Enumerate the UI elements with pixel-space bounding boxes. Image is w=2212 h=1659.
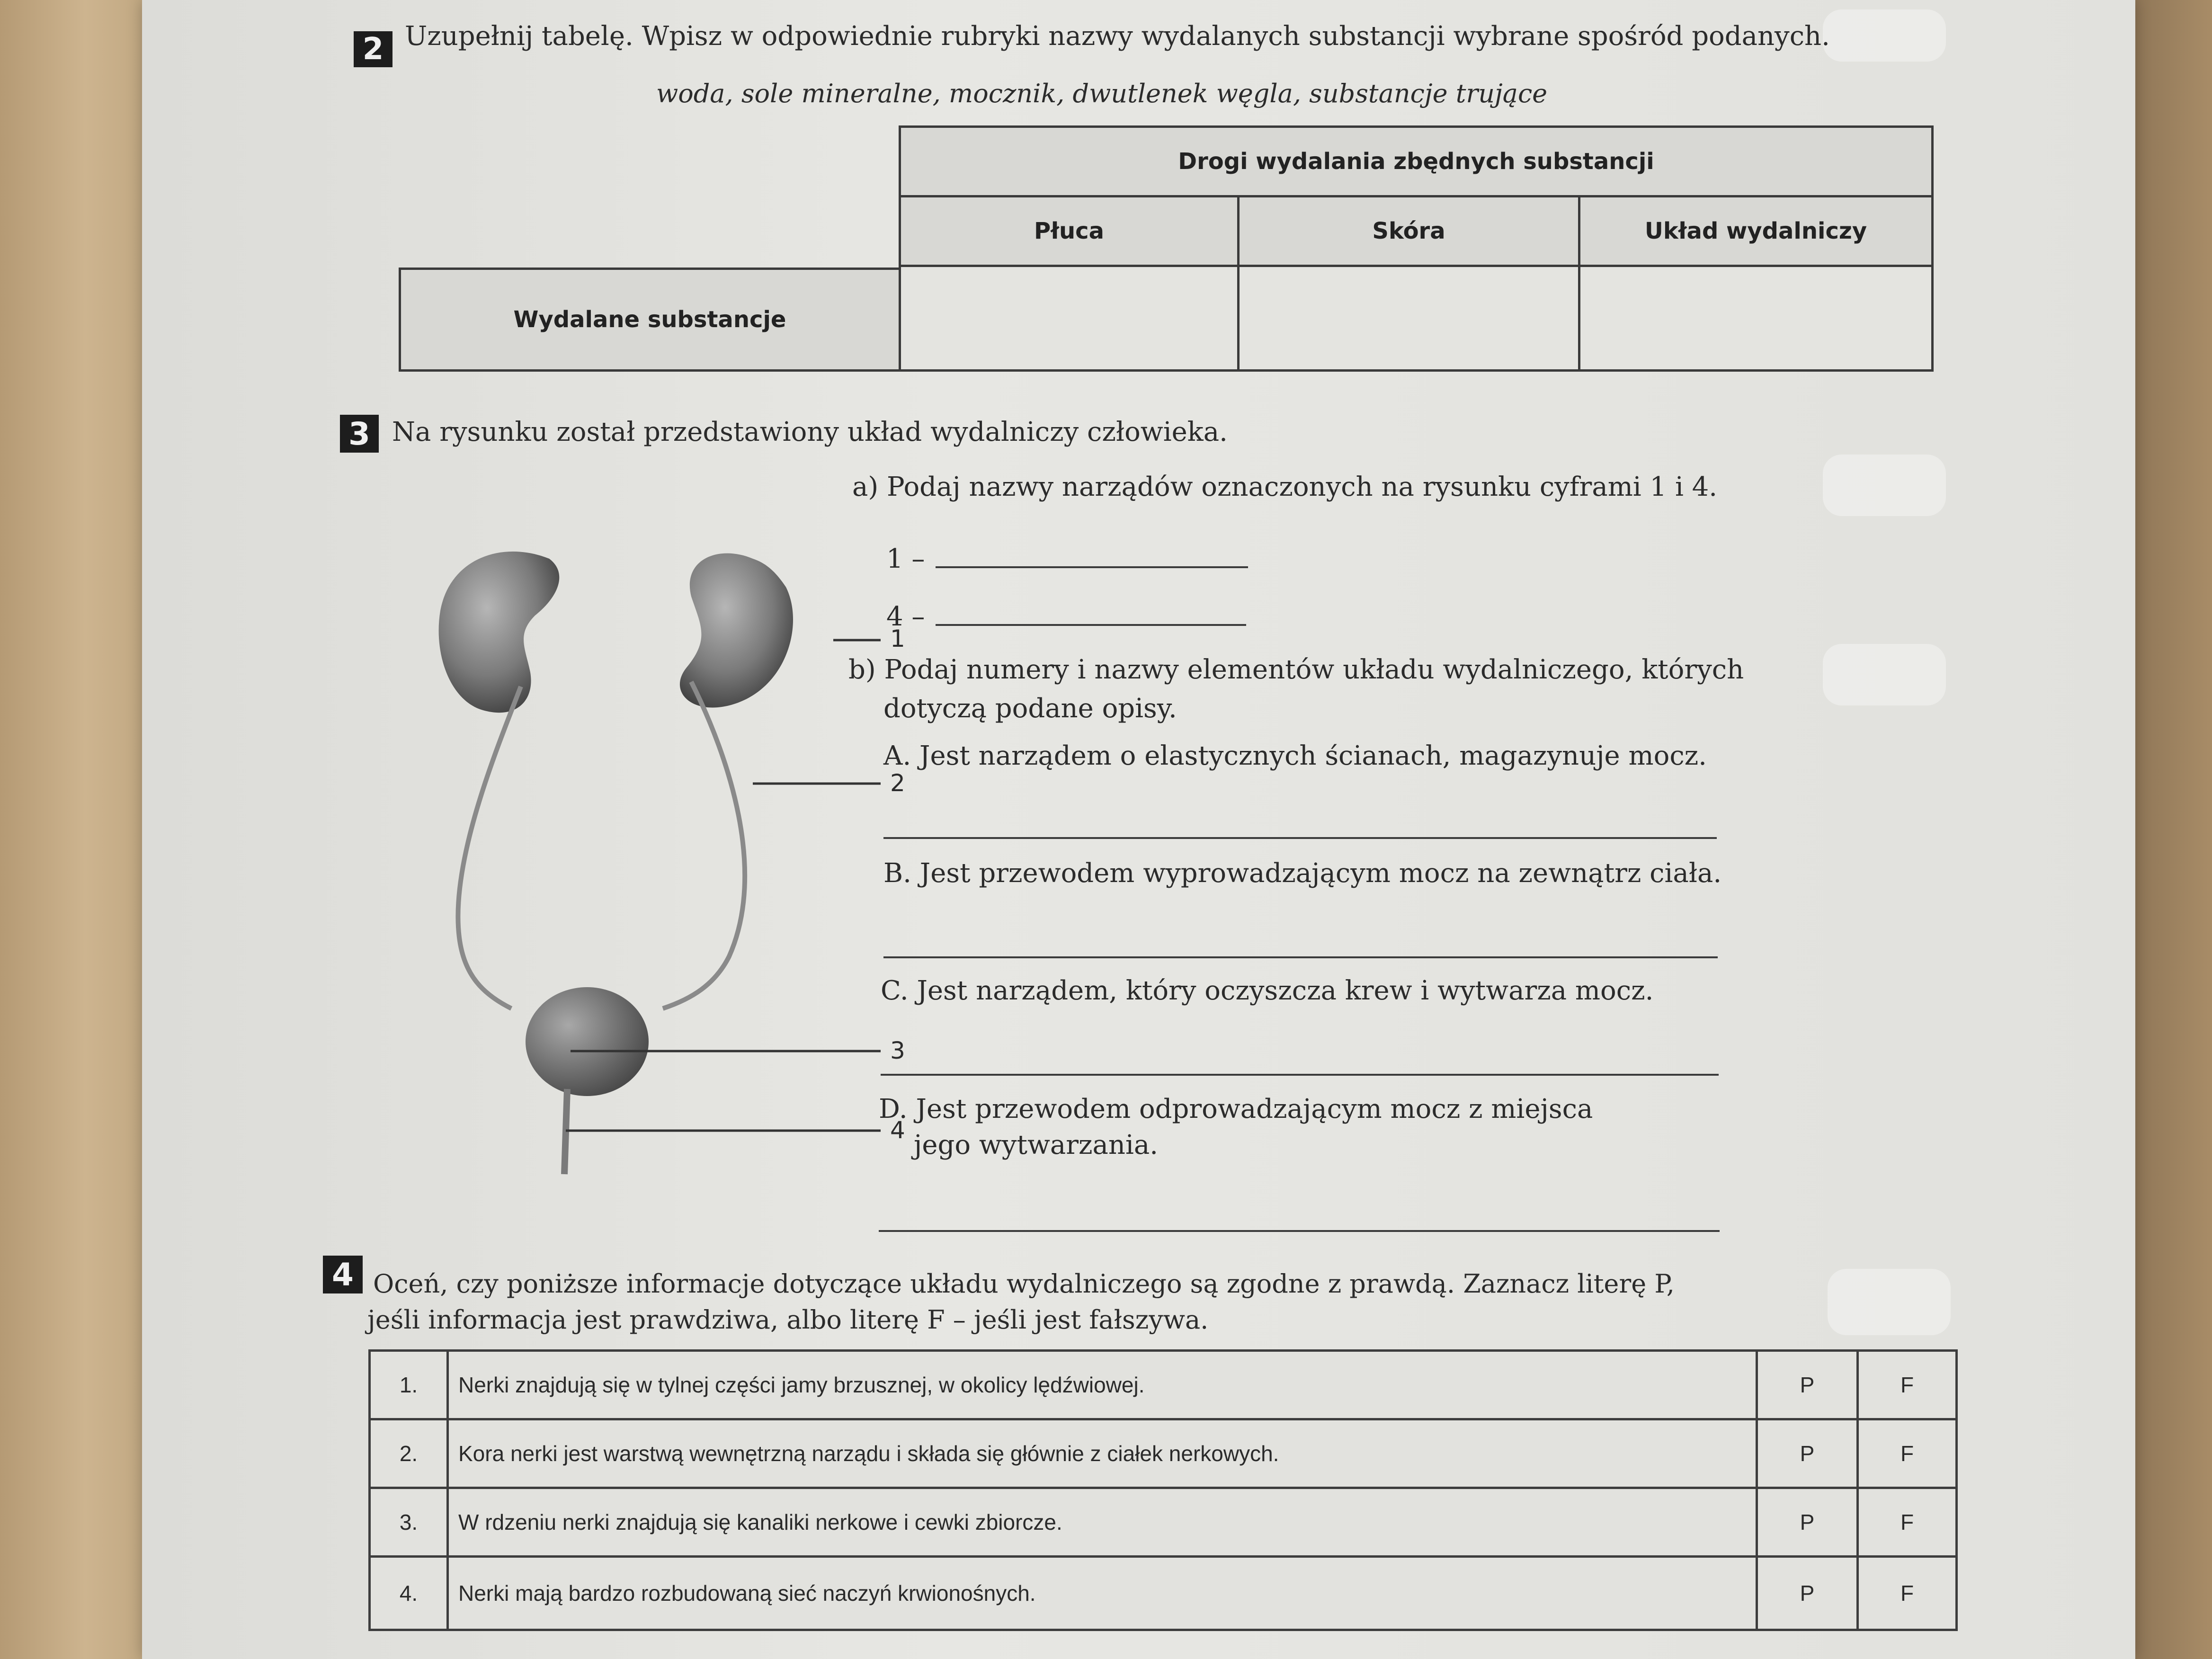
points-stamp-4 (1828, 1269, 1951, 1335)
row-3-statement: W rdzeniu nerki znajdują się kanaliki nerkowe i cewki zbiorcze. (446, 1487, 1758, 1558)
answer-line-4[interactable] (936, 624, 1246, 626)
desk-background-left (0, 0, 142, 1659)
table-header-routes: Drogi wydalania zbędnych substancji (899, 125, 1934, 197)
row-2-statement: Kora nerki jest warstwą wewnętrzną narządu i składa się głównie z ciałek nerkowych. (446, 1418, 1758, 1489)
item-c-description: C. Jest narządem, który oczyszcza krew i wytwarza mocz. (881, 975, 1654, 1006)
task-4-instruction-line1: Oceń, czy poniższe informacje dotyczące układu wydalniczego są zgodne z prawdą. Zaznacz literę P, (373, 1269, 1675, 1299)
row-1-statement: Nerki znajdują się w tylnej części jamy brzusznej, w okolicy lędźwiowej. (446, 1349, 1758, 1420)
row-4-number: 4. (368, 1555, 449, 1631)
answer-line-1[interactable] (936, 566, 1248, 568)
answer-line-b[interactable] (883, 956, 1718, 958)
item-d-description-line1: D. Jest przewodem odprowadzającym mocz z miejsca (879, 1094, 1593, 1124)
answer-line-c[interactable] (881, 1074, 1719, 1076)
points-stamp-3b (1823, 644, 1946, 705)
task-2-number: 2 (354, 31, 392, 67)
ureter-left-shape (458, 687, 521, 1008)
row-4-statement: Nerki mają bardzo rozbudowaną sieć naczyń krwionośnych. (446, 1555, 1758, 1631)
worksheet-page (142, 0, 2135, 1659)
row-2-number: 2. (368, 1418, 449, 1489)
answer-cell-urinary-system[interactable] (1578, 265, 1934, 372)
column-header-lungs: Płuca (899, 195, 1240, 267)
points-stamp-2 (1823, 9, 1946, 62)
answer-line-a[interactable] (883, 837, 1717, 839)
blank-1-label: 1 – (886, 544, 925, 574)
task-3-part-b-line1: b) Podaj numery i nazwy elementów układu wydalniczego, których (848, 654, 1744, 685)
urinary-system-diagram (379, 530, 947, 1193)
answer-line-d[interactable] (879, 1230, 1720, 1232)
points-stamp-3a (1823, 455, 1946, 516)
task-2-options: woda, sole mineralne, mocznik, dwutlenek węgla, substancje trujące (656, 79, 1548, 108)
task-3-part-a: a) Podaj nazwy narządów oznaczonych na rysunku cyframi 1 i 4. (852, 472, 1718, 502)
row-4-option-f[interactable]: F (1856, 1555, 1958, 1631)
kidney-right-shape (680, 553, 793, 708)
row-4-option-p[interactable]: P (1756, 1555, 1859, 1631)
ureter-right-shape (663, 682, 745, 1008)
row-2-option-f[interactable]: F (1856, 1418, 1958, 1489)
diagram-label-2: 2 (890, 769, 905, 797)
column-header-skin: Skóra (1237, 195, 1580, 267)
task-4-instruction-line2: jeśli informacja jest prawdziwa, albo literę F – jeśli jest fałszywa. (367, 1305, 1209, 1335)
item-a-description: A. Jest narządem o elastycznych ścianach, magazynuje mocz. (883, 740, 1707, 771)
column-header-urinary-system: Układ wydalniczy (1578, 195, 1934, 267)
row-2-option-p[interactable]: P (1756, 1418, 1859, 1489)
row-3-number: 3. (368, 1487, 449, 1558)
row-label-excreted-substances: Wydalane substancje (399, 268, 901, 372)
task-3-number: 3 (340, 415, 379, 453)
row-1-option-f[interactable]: F (1856, 1349, 1958, 1420)
task-3-intro: Na rysunku został przedstawiony układ wydalniczy człowieka. (392, 417, 1228, 447)
row-1-number: 1. (368, 1349, 449, 1420)
row-3-option-p[interactable]: P (1756, 1487, 1859, 1558)
answer-cell-lungs[interactable] (899, 265, 1240, 372)
blank-4-label: 4 – (886, 601, 925, 632)
item-b-description: B. Jest przewodem wyprowadzającym mocz na zewnątrz ciała. (883, 858, 1722, 889)
answer-cell-skin[interactable] (1237, 265, 1580, 372)
item-d-description-line2: jego wytwarzania. (914, 1130, 1159, 1160)
row-1-option-p[interactable]: P (1756, 1349, 1859, 1420)
row-3-option-f[interactable]: F (1856, 1487, 1958, 1558)
bladder-shape (526, 987, 649, 1096)
desk-background-right (2132, 0, 2212, 1659)
task-2-instruction: Uzupełnij tabelę. Wpisz w odpowiednie rubryki nazwy wydalanych substancji wybrane spośród podanych. (405, 21, 1830, 52)
task-3-part-b-line2: dotyczą podane opisy. (883, 693, 1177, 724)
diagram-label-3: 3 (890, 1037, 905, 1064)
diagram-label-4: 4 (890, 1116, 905, 1144)
diagram-label-1: 1 (890, 625, 905, 652)
task-4-number: 4 (323, 1256, 363, 1293)
kidney-left-shape (439, 552, 560, 713)
